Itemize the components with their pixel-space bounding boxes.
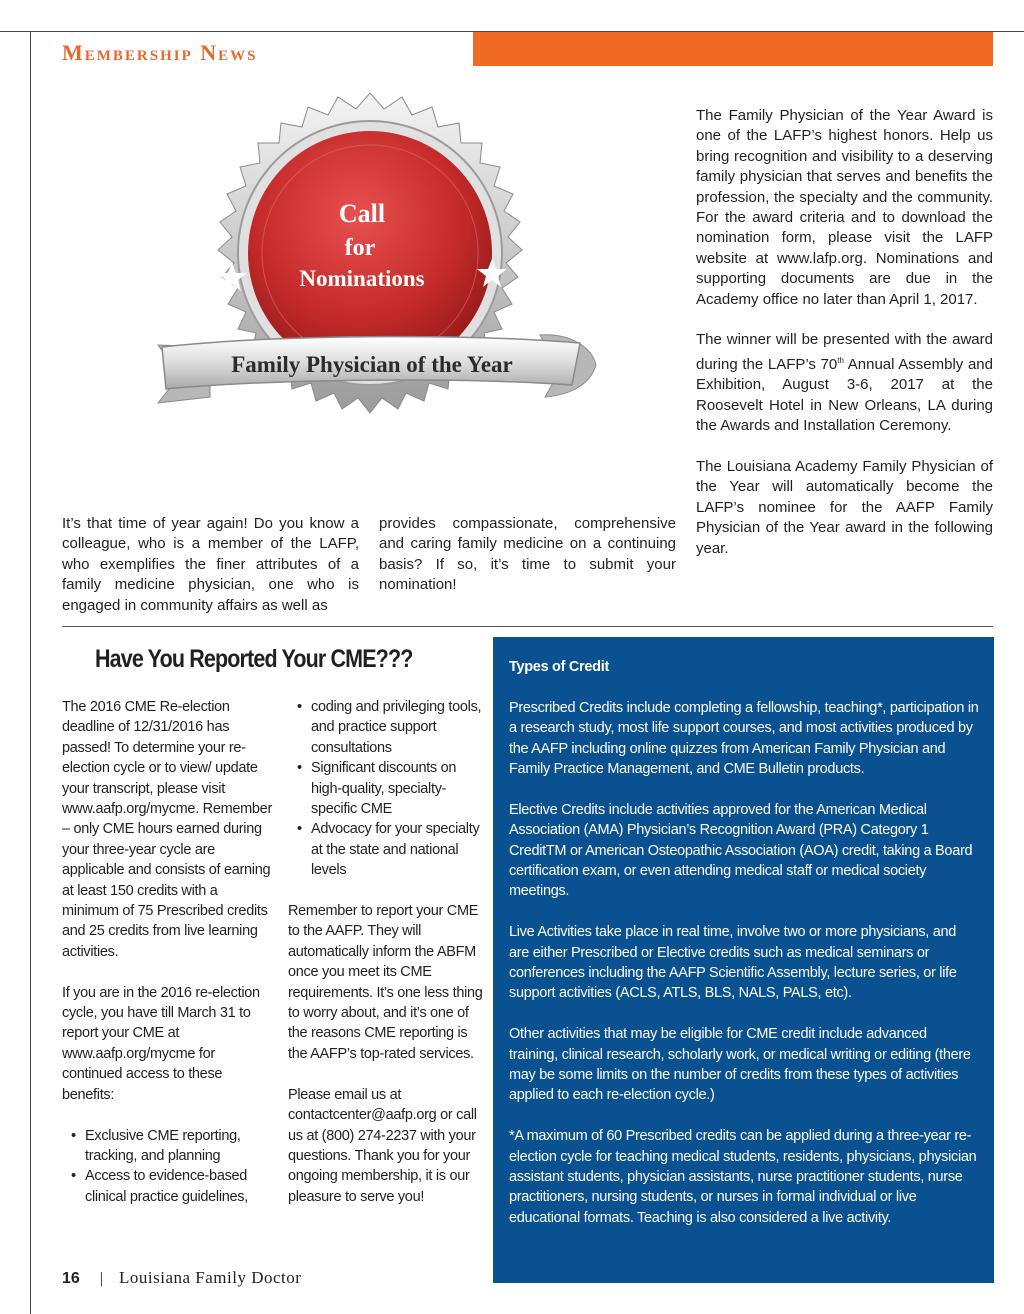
benefit-item: • Advocacy for your specialty at the state and national levels — [288, 819, 488, 880]
prescribed-credits-paragraph: Prescribed Credits include completing a fellowship, teaching*, participation in a research study, most life support courses, and most activities produced by the AAFP including online quizzes from American Family Physician and Family Practice Management, and CME Bulletin products. — [509, 699, 979, 778]
cme-title: Have You Reported Your CME??? — [95, 645, 413, 673]
cme-reelection-paragraph: If you are in the 2016 re-election cycle, you have till March 31 to report your CME at www.aafp.org/mycme for continued access to these benefits: — [62, 984, 260, 1103]
seal-line-call: Call — [338, 199, 386, 228]
cme-contact-paragraph: Please email us at contactcenter@aafp.org or call us at (800) 274-2237 with your questions. Thank you for your ongoing membership, it is our pleasure to serve you! — [288, 1086, 477, 1205]
cme-column-1 — [62, 697, 272, 1207]
types-of-credit-heading: Types of Credit — [509, 659, 609, 675]
page-footer — [62, 1268, 301, 1288]
cme-report-paragraph: Remember to report your CME to the AAFP. They will automatically inform the ABFM once you meet its CME requirements. It’s one less thing to worry about, and it’s one of the reasons CME reporting is the AAFP’s top-rated services. — [288, 903, 483, 1062]
cme-deadline-paragraph: The 2016 CME Re-election deadline of 12/31/2016 has passed! To determine your re-election cycle or to view/ update your transcript, please visit www.aafp.org/mycme. Remember – only CME hours earned during your three-year cycle are applicable and consists of earning at least 150 credits with a minimum of 75 Prescribed credits and 25 credits from live learning activities. — [62, 699, 272, 960]
elective-credits-paragraph: Elective Credits include activities approved for the American Medical Association (AMA) Physician’s Recognition Award (PRA) Category 1 CreditTM or American Osteopathic Association (AOA) credit, taking a Board certification exam, or even attending medical staff or medical society meetings. — [509, 801, 973, 900]
call-for-nominations-seal — [140, 85, 600, 495]
cme-column-2 — [288, 697, 488, 1228]
types-of-credit-box — [493, 637, 994, 1283]
footer-separator: | — [99, 1270, 103, 1287]
seal-line-for: for — [344, 235, 376, 261]
benefit-item: • Significant discounts on high-quality, specialty-specific CME — [288, 758, 488, 819]
live-activities-paragraph: Live Activities take place in real time, involve two or more physicians, and are either Prescribed or Elective credits such as medical seminars or conferences including the AAFP Scientific Assembly, lecture series, or life support activities (ACLS, ATLS, BLS, NALS, PALS, etc). — [509, 924, 957, 1002]
fpy-award-column — [696, 106, 993, 579]
left-rule — [30, 31, 31, 1314]
benefits-list — [62, 1126, 272, 1208]
page-number: 16 — [62, 1270, 80, 1287]
benefit-item-continued: • coding and privileging tools, and practice support consultations — [288, 697, 488, 758]
benefit-item: • Access to evidence-based clinical practice guidelines, — [62, 1166, 272, 1207]
fpy-intro-middle: provides compassionate, comprehensive and caring family medicine on a continuing basis? If so, it’s time to submit your nomination! — [379, 515, 676, 594]
header-accent-bar — [473, 32, 993, 66]
section-title: Membership News — [62, 40, 258, 65]
fpy-winner-paragraph: The winner will be presented with the award during the LAFP’s 70th Annual Assembly and Exhibition, August 3-6, 2017 at the Roosevelt Hotel in New Orleans, LA during the Awards and Installation Ceremony. — [696, 331, 993, 435]
ribbon-text: Family Physician of the Year — [231, 352, 513, 377]
seal-line-nominations: Nominations — [299, 266, 425, 291]
benefit-item: • Exclusive CME reporting, tracking, and planning — [62, 1126, 272, 1167]
fpy-nominee-paragraph: The Louisiana Academy Family Physician of the Year will automatically become the LAFP’s nominee for the AAFP Family Physician of the Year award in the following year. — [696, 457, 993, 557]
other-activities-paragraph: Other activities that may be eligible for CME credit include advanced training, clinical research, scholarly work, or medical writing or editing (there may be some limits on the number of credits from these types of activities applied to each re-election cycle.) — [509, 1026, 971, 1104]
benefits-list-continued — [288, 697, 488, 881]
fpy-award-paragraph: The Family Physician of the Year Award is one of the LAFP’s highest honors. Help us bring recognition and visibility to a deserving family physician that serves and benefits the profession, the specialty and the community. For the award criteria and to download the nomination form, please visit the LAFP website at www.lafp.org. Nominations and supporting documents are due in the Academy office no later than April 1, 2017. — [696, 107, 993, 308]
section-divider — [62, 626, 993, 627]
teaching-note-paragraph: *A maximum of 60 Prescribed credits can be applied during a three-year re-election cycle for teaching medical students, residents, physicians, physician assistant students, physician assistants, nurse practitioner students, nurse practitioners, nursing students, or nurses in formal individual or live educational formats. Teaching is also considered a live activity. — [509, 1128, 977, 1226]
magazine-name: Louisiana Family Doctor — [119, 1268, 302, 1287]
fpy-intro-left: It’s that time of year again! Do you know a colleague, who is a member of the LAFP, who exemplifies the finer attributes of a family medicine physician, one who is engaged in community affairs as well as — [62, 515, 359, 614]
